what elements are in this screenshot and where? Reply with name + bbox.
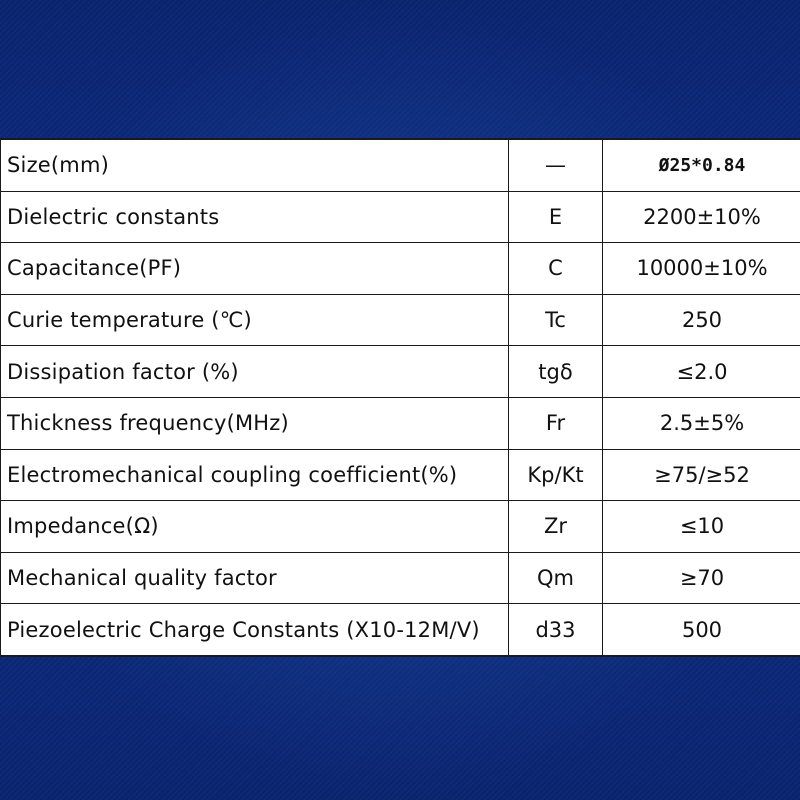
param-value: Ø25*0.84 [603,139,800,191]
param-value: ≤10 [603,501,800,553]
param-name: Dielectric constants [1,191,509,243]
param-name: Dissipation factor (%) [1,346,509,398]
param-symbol: Kp/Kt [509,449,603,501]
param-value: 500 [603,604,800,656]
param-name: Impedance(Ω) [1,501,509,553]
table-row [1,243,800,295]
param-name: Capacitance(PF) [1,243,509,295]
param-name: Curie temperature (℃) [1,294,509,346]
table-row [1,501,800,553]
param-symbol: — [509,139,603,191]
param-symbol: Qm [509,552,603,604]
table-row [1,139,800,191]
param-symbol: tgδ [509,346,603,398]
param-symbol: Tc [509,294,603,346]
param-value: 10000±10% [603,243,800,295]
table-row [1,449,800,501]
table-row [1,604,800,656]
table-row [1,552,800,604]
param-name: Thickness frequency(MHz) [1,397,509,449]
param-value: ≥75/≥52 [603,449,800,501]
param-symbol: Fr [509,397,603,449]
param-name: Size(mm) [1,139,509,191]
param-symbol: E [509,191,603,243]
table-row [1,397,800,449]
param-name: Piezoelectric Charge Constants (X10-12M/V) [1,604,509,656]
spec-table-panel [0,138,800,657]
table-row [1,346,800,398]
table-row [1,191,800,243]
param-value: 250 [603,294,800,346]
param-value: 2.5±5% [603,397,800,449]
param-symbol: Zr [509,501,603,553]
table-row [1,294,800,346]
spec-table [0,138,800,657]
param-value: 2200±10% [603,191,800,243]
param-symbol: d33 [509,604,603,656]
param-symbol: C [509,243,603,295]
param-name: Mechanical quality factor [1,552,509,604]
param-name: Electromechanical coupling coefficient(%) [1,449,509,501]
param-value: ≥70 [603,552,800,604]
param-value: ≤2.0 [603,346,800,398]
